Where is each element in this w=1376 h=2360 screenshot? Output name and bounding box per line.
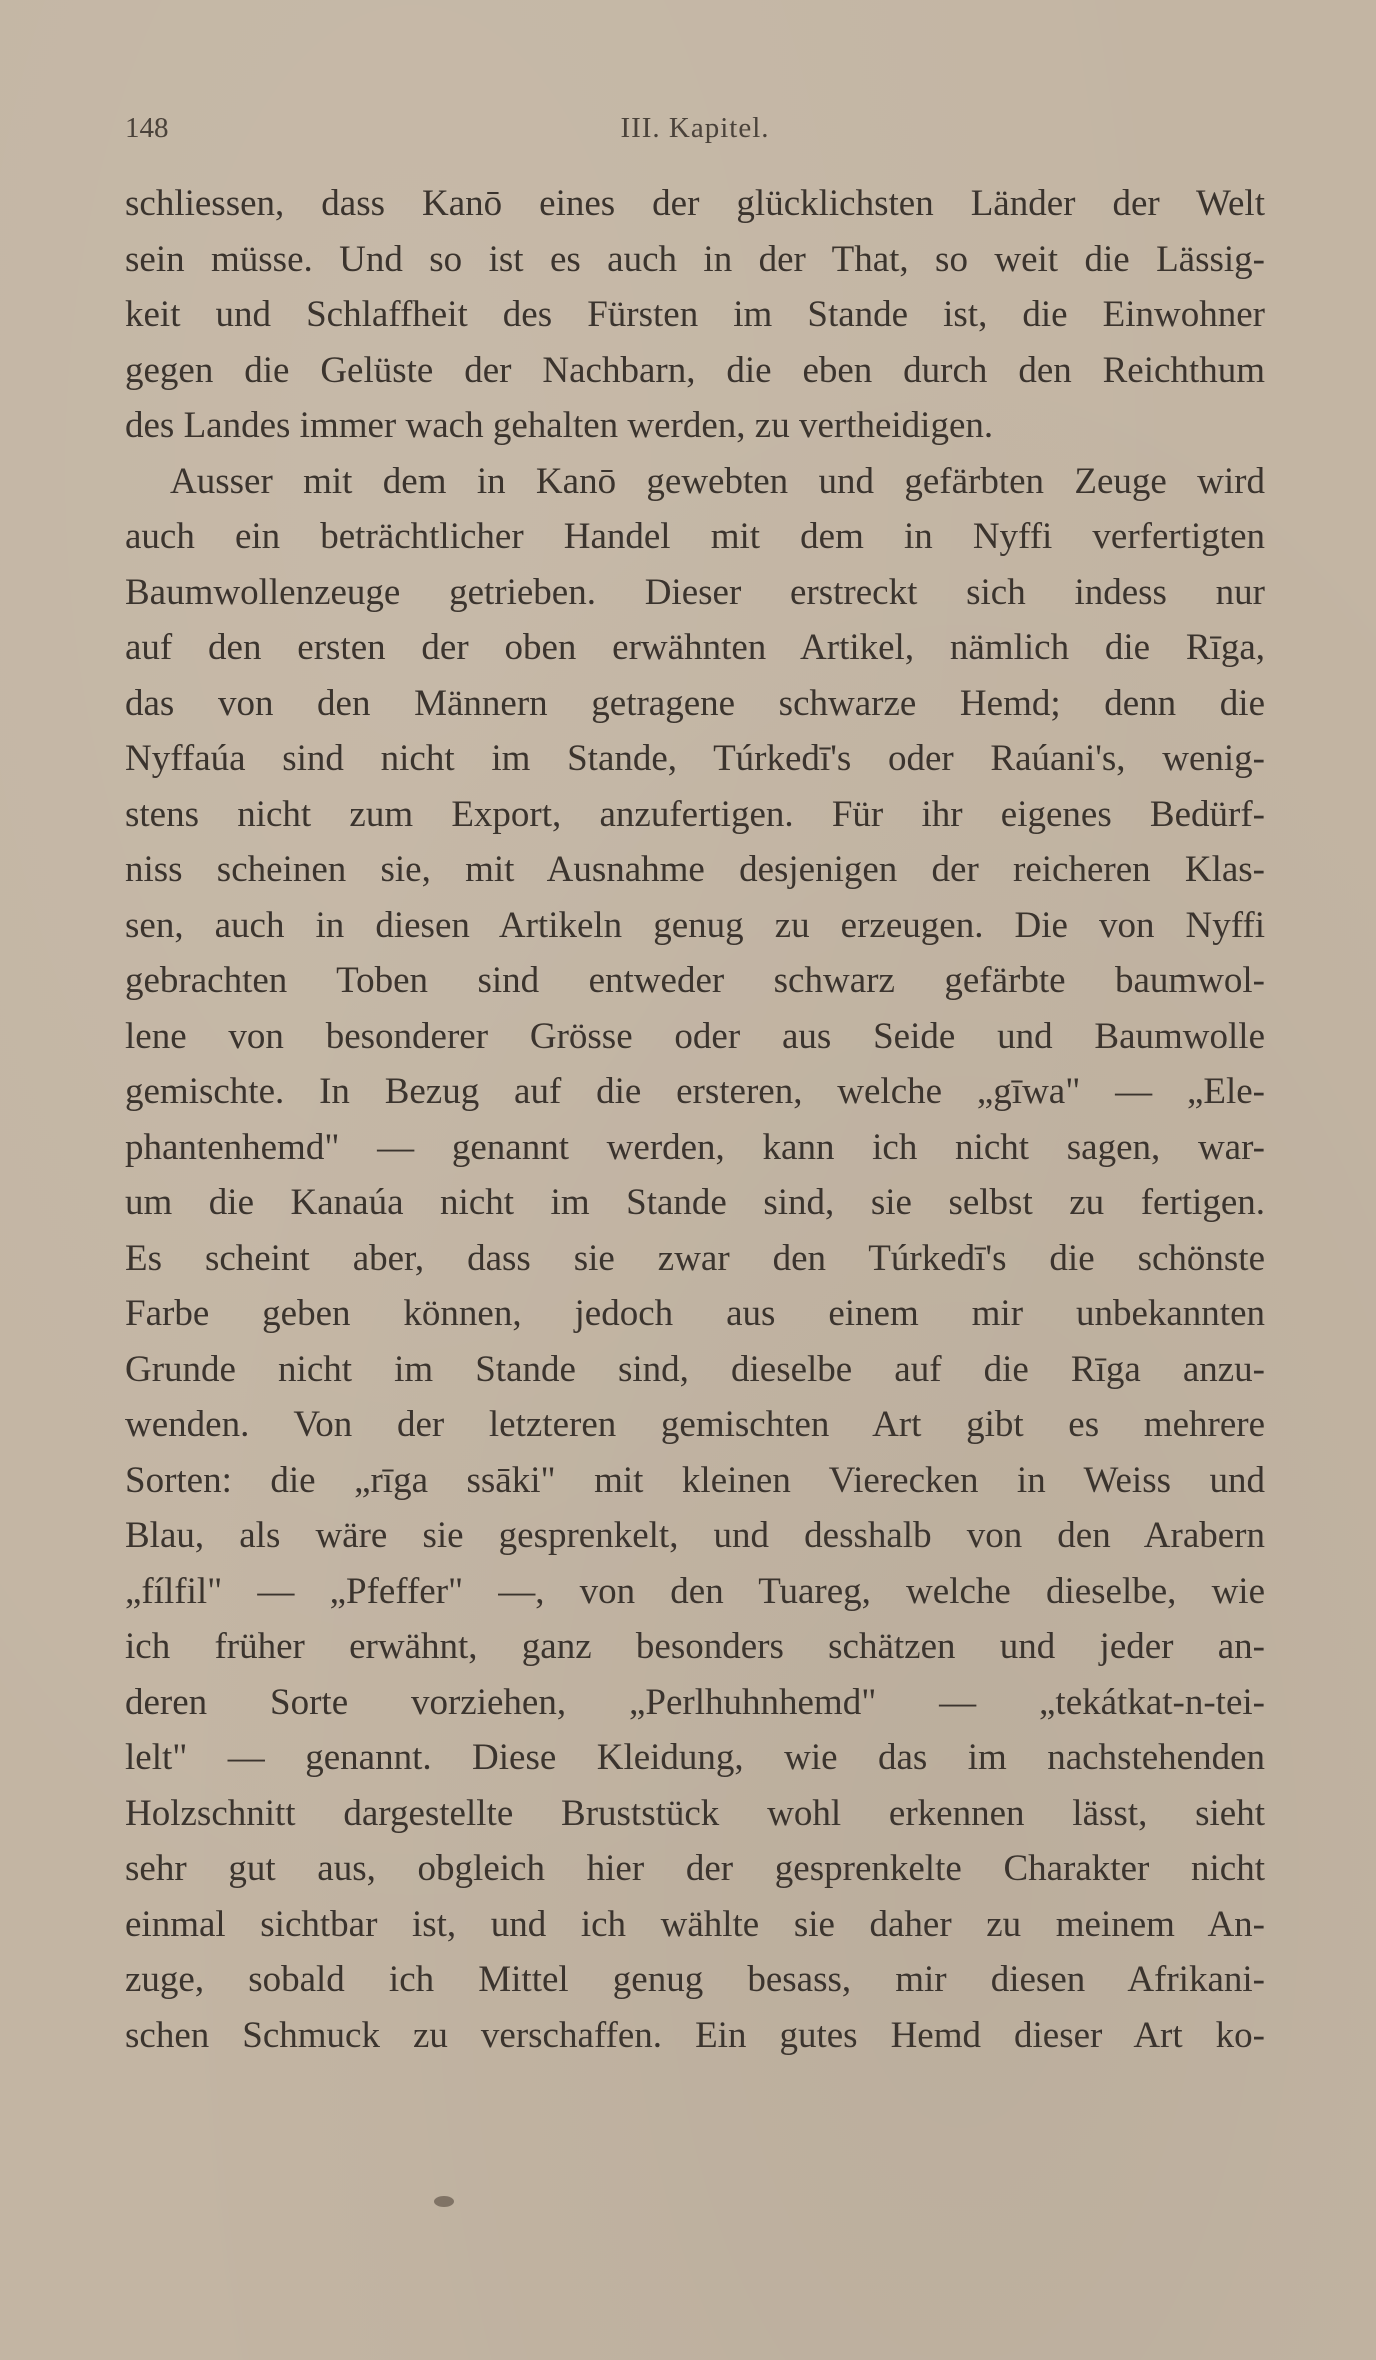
text-line: sehr gut aus, obgleich hier der gesprenkelte Charakter nicht bbox=[125, 1848, 1265, 1889]
running-title: III. Kapitel. bbox=[620, 112, 770, 144]
text-line: auch ein beträchtlicher Handel mit dem in Nyffi verfertigten bbox=[125, 516, 1265, 557]
text-line: zuge, sobald ich Mittel genug besass, mir diesen Afrikani- bbox=[125, 1959, 1265, 2000]
text-line: niss scheinen sie, mit Ausnahme desjenigen der reicheren Klas- bbox=[125, 849, 1265, 890]
text-line: schliessen, dass Kanō eines der glücklichsten Länder der Welt bbox=[125, 183, 1265, 224]
text-line: Baumwollenzeuge getrieben. Dieser erstreckt sich indess nur bbox=[125, 571, 1265, 613]
text-line: sein müsse. Und so ist es auch in der That, so weit die Lässig- bbox=[125, 238, 1265, 280]
text-line: gegen die Gelüste der Nachbarn, die eben durch den Reichthum bbox=[125, 349, 1265, 391]
text-line: sen, auch in diesen Artikeln genug zu erzeugen. Die von Nyffi bbox=[125, 904, 1265, 946]
text-line: Nyffaúa sind nicht im Stande, Túrkedī's oder Raúani's, wenig- bbox=[125, 738, 1265, 779]
text-line: um die Kanaúa nicht im Stande sind, sie selbst zu fertigen. bbox=[125, 1182, 1265, 1223]
text-line: das von den Männern getragene schwarze Hemd; denn die bbox=[125, 682, 1265, 724]
text-line: stens nicht zum Export, anzufertigen. Für ihr eigenes Bedürf- bbox=[125, 793, 1265, 835]
text-line: lene von besonderer Grösse oder aus Seide und Baumwolle bbox=[125, 1015, 1265, 1057]
text-line: einmal sichtbar ist, und ich wählte sie daher zu meinem An- bbox=[125, 1903, 1265, 1945]
text-line: „fílfil" — „Pfeffer" —, von den Tuareg, welche dieselbe, wie bbox=[125, 1570, 1265, 1612]
text-line: Farbe geben können, jedoch aus einem mir unbekannten bbox=[125, 1293, 1265, 1334]
ink-speck bbox=[434, 2196, 454, 2207]
text-line: schen Schmuck zu verschaffen. Ein gutes Hemd dieser Art ko- bbox=[125, 2014, 1265, 2056]
text-line: Grunde nicht im Stande sind, dieselbe auf die Rīga anzu- bbox=[125, 1348, 1265, 1390]
text-line: Blau, als wäre sie gesprenkelt, und desshalb von den Arabern bbox=[125, 1515, 1265, 1556]
text-line: ich früher erwähnt, ganz besonders schätzen und jeder an- bbox=[125, 1626, 1265, 1667]
text-line: Ausser mit dem in Kanō gewebten und gefärbten Zeuge wird bbox=[170, 460, 1265, 502]
text-line: keit und Schlaffheit des Fürsten im Stande ist, die Einwohner bbox=[125, 294, 1265, 335]
text-line: gemischte. In Bezug auf die ersteren, welche „gīwa" — „Ele- bbox=[125, 1071, 1265, 1112]
text-line: gebrachten Toben sind entweder schwarz gefärbte baumwol- bbox=[125, 960, 1265, 1001]
body-text bbox=[125, 176, 1265, 2063]
text-line: des Landes immer wach gehalten werden, zu vertheidigen. bbox=[125, 405, 994, 446]
page-number: 148 bbox=[125, 112, 169, 144]
text-line: wenden. Von der letzteren gemischten Art gibt es mehrere bbox=[125, 1404, 1265, 1445]
text-line: auf den ersten der oben erwähnten Artikel, nämlich die Rīga, bbox=[125, 627, 1265, 668]
text-line: phantenhemd" — genannt werden, kann ich nicht sagen, war- bbox=[125, 1126, 1265, 1168]
running-head bbox=[125, 112, 1265, 152]
text-line: lelt" — genannt. Diese Kleidung, wie das im nachstehenden bbox=[125, 1737, 1265, 1778]
text-line: Sorten: die „rīga ssāki" mit kleinen Vierecken in Weiss und bbox=[125, 1459, 1265, 1501]
text-line: Es scheint aber, dass sie zwar den Túrkedī's die schönste bbox=[125, 1237, 1265, 1279]
text-line: Holzschnitt dargestellte Bruststück wohl erkennen lässt, sieht bbox=[125, 1792, 1265, 1834]
text-line: deren Sorte vorziehen, „Perlhuhnhemd" — „tekátkat-n-tei- bbox=[125, 1681, 1265, 1723]
